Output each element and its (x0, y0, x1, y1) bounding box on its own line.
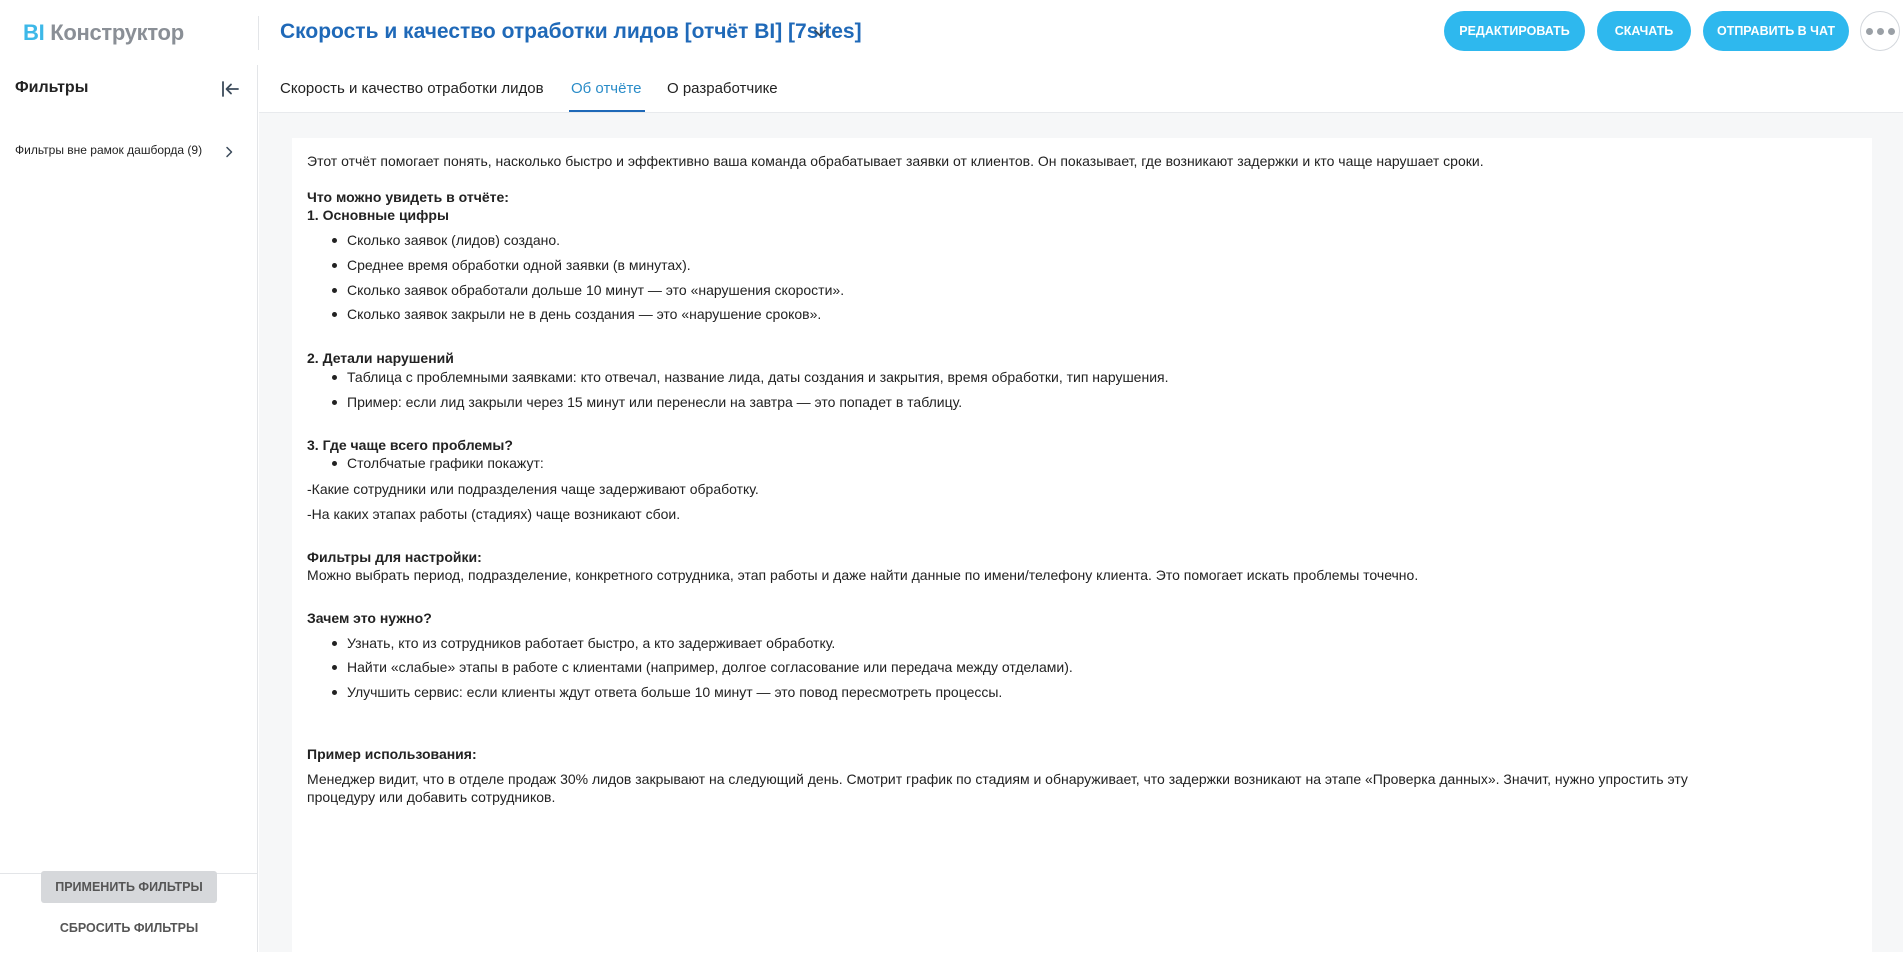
filters-sidebar (0, 65, 258, 952)
tab-lead-speed[interactable]: Скорость и качество отработки лидов (280, 80, 544, 97)
example-text-line1: Менеджер видит, что в отделе продаж 30% лидов закрывают на следующий день. Смотрит график по стадиям и обнаруживает, что задержки возникают на этапе «Проверка данных». Значит, нужно упростить эту (307, 771, 1688, 787)
section2-heading: 2. Детали нарушений (307, 350, 454, 366)
active-tab-indicator (569, 110, 645, 112)
logo-name-text: Конструктор (50, 20, 184, 45)
collapse-left-icon[interactable] (219, 78, 241, 100)
report-description (292, 138, 1872, 968)
tab-about-developer[interactable]: О разработчике (667, 80, 778, 97)
sidebar-item-outside-filters[interactable] (15, 140, 240, 180)
example-heading: Пример использования: (307, 746, 477, 762)
report-title[interactable]: Скорость и качество отработки лидов [отчёт BI] [7sites] (280, 20, 862, 43)
apply-filters-button[interactable]: ПРИМЕНИТЬ ФИЛЬТРЫ (41, 871, 217, 903)
section1-heading: 1. Основные цифры (307, 207, 449, 223)
edit-button[interactable]: РЕДАКТИРОВАТЬ (1444, 11, 1585, 51)
section3-line: -Какие сотрудники или подразделения чаще задерживают обработку. (307, 481, 759, 497)
filters-heading: Фильтры для настройки: (307, 549, 482, 565)
header-divider (258, 16, 259, 50)
send-to-chat-button[interactable]: ОТПРАВИТЬ В ЧАТ (1703, 11, 1849, 51)
filters-text: Можно выбрать период, подразделение, конкретного сотрудника, этап работы и даже найти данные по имени/телефону клиента. Это помогает искать проблемы точечно. (307, 567, 1419, 583)
list-item: Узнать, кто из сотрудников работает быстро, а кто задерживает обработку. (347, 635, 836, 651)
logo-bi-text: BI (23, 20, 45, 45)
list-item: Среднее время обработки одной заявки (в минутах). (347, 257, 691, 273)
why-heading: Зачем это нужно? (307, 610, 432, 626)
list-item: Сколько заявок обработали дольше 10 минут — это «нарушения скорости». (347, 282, 845, 298)
section3-heading: 3. Где чаще всего проблемы? (307, 437, 513, 453)
more-button[interactable] (1860, 11, 1900, 51)
list-item: Сколько заявок закрыли не в день создания — это «нарушение сроков». (347, 306, 822, 322)
report-tabs (259, 65, 1903, 113)
chevron-down-icon[interactable] (812, 25, 828, 41)
download-button[interactable]: СКАЧАТЬ (1597, 11, 1691, 51)
list-item: Пример: если лид закрыли через 15 минут или перенесли на завтра — это попадет в таблицу. (347, 394, 963, 410)
chevron-right-icon (223, 146, 235, 158)
reset-filters-button[interactable]: СБРОСИТЬ ФИЛЬТРЫ (59, 921, 199, 935)
more-horizontal-icon (1864, 28, 1897, 35)
app-logo[interactable] (23, 20, 184, 46)
list-item: Таблица с проблемными заявками: кто отвечал, название лида, даты создания и закрытия, время обработки, тип нарушения. (347, 369, 1169, 385)
main-content (259, 113, 1903, 952)
list-item: Найти «слабые» этапы в работе с клиентами (например, долгое согласование или передача между отделами). (347, 659, 1073, 675)
what-heading: Что можно увидеть в отчёте: (307, 189, 509, 205)
intro-text: Этот отчёт помогает понять, насколько быстро и эффективно ваша команда обрабатывает заявки от клиентов. Он показывает, где возникают задержки и кто чаще нарушает сроки. (307, 153, 1484, 169)
list-item: Улучшить сервис: если клиенты ждут ответа больше 10 минут — это повод пересмотреть процессы. (347, 684, 1003, 700)
section3-line: -На каких этапах работы (стадиях) чаще возникают сбои. (307, 506, 681, 522)
list-item: Сколько заявок (лидов) создано. (347, 232, 561, 248)
example-text-line2: процедуру или добавить сотрудников. (307, 789, 556, 805)
tab-about-report[interactable]: Об отчёте (571, 80, 642, 97)
top-bar (0, 0, 1903, 65)
sidebar-title: Фильтры (15, 79, 89, 96)
sidebar-item-label: Фильтры вне рамок дашборда (9) (15, 143, 203, 157)
list-item: Столбчатые графики покажут: (347, 455, 544, 471)
